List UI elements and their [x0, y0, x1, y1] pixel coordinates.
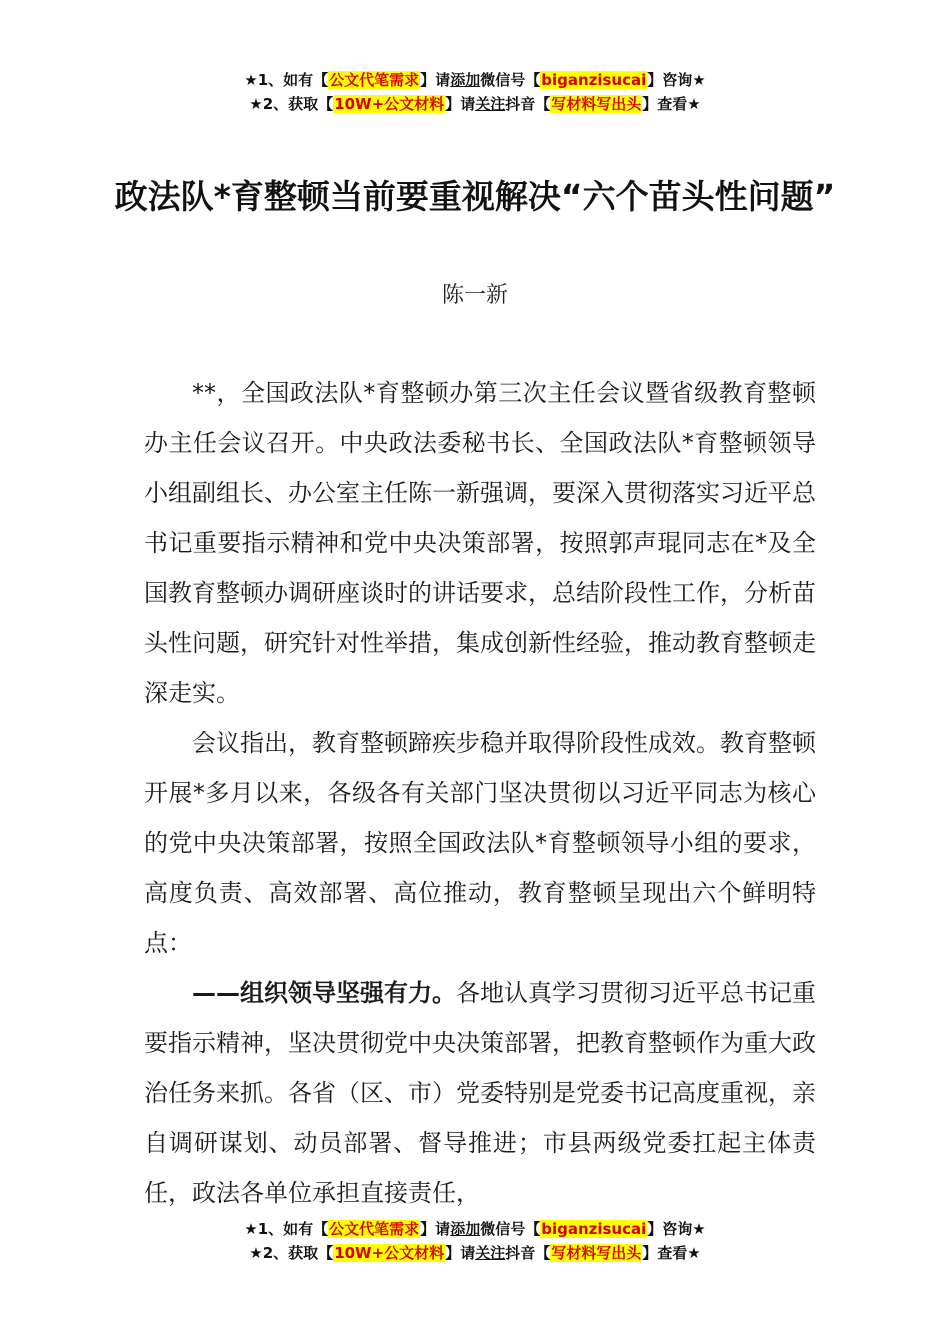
banner-text: 】请 — [445, 1244, 476, 1262]
banner-highlight: 10W+公文材料 — [334, 1244, 445, 1262]
paragraph-1: **，全国政法队*育整顿办第三次主任会议暨省级教育整顿办主任会议召开。中央政法委秘书长、全国政法队*育整顿领导小组副组长、办公室主任陈一新强调，要深入贯彻落实习近平总书记重要指示精神和党中央决策部署，按照郭声琨同志在*及全国教育整顿办调研座谈时的讲话要求，总结阶段性工作，分析苗头性问题，研究针对性举措，集成创新性经验，推动教育整顿走深走实。 — [144, 379, 816, 707]
banner-text: 】咨询★ — [647, 1220, 706, 1238]
banner-text: 】请 — [445, 95, 476, 113]
banner-highlight: 公文代笔需求 — [329, 71, 420, 89]
banner-underline: 添加 — [450, 1220, 481, 1238]
banner-text: ★1、如有【 — [244, 1220, 329, 1238]
banner-underline: 关注 — [475, 95, 506, 113]
banner-text: ★1、如有【 — [244, 71, 329, 89]
banner-text: 】请 — [420, 1220, 451, 1238]
footer-banner — [0, 1217, 950, 1265]
banner-highlight: 写材料写出头 — [551, 95, 642, 113]
paragraph-2: 会议指出，教育整顿蹄疾步稳并取得阶段性成效。教育整顿开展*多月以来，各级各有关部门坚决贯彻以习近平同志为核心的党中央决策部署，按照全国政法队*育整顿领导小组的要求，高度负责、高效部署、高位推动，教育整顿呈现出六个鲜明特点： — [144, 729, 816, 957]
banner-text: 】查看★ — [642, 95, 701, 113]
banner-text: ★2、获取【 — [249, 1244, 334, 1262]
banner-text: 】查看★ — [642, 1244, 701, 1262]
banner-highlight: 公文代笔需求 — [329, 1220, 420, 1238]
banner-line-1 — [0, 1217, 950, 1241]
banner-highlight: 写材料写出头 — [551, 1244, 642, 1262]
banner-line-2 — [0, 92, 950, 116]
banner-text: 抖音【 — [505, 95, 551, 113]
banner-highlight: 10W+公文材料 — [334, 95, 445, 113]
paragraph-text: 各地认真学习贯彻习近平总书记重要指示精神，坚决贯彻党中央决策部署，把教育整顿作为重大政治任务来抓。各省（区、市）党委特别是党委书记高度重视，亲自调研谋划、动员部署、督导推进；市县两级党委扛起主体责任，政法各单位承担直接责任， — [144, 979, 816, 1207]
paragraph-3 — [144, 968, 816, 1218]
banner-underline: 关注 — [475, 1244, 506, 1262]
document-body — [144, 368, 816, 1218]
document-author: 陈一新 — [441, 283, 508, 308]
header-banner — [0, 68, 950, 116]
document-title: 政法队*育整顿当前要重视解决“六个苗头性问题” — [114, 177, 836, 216]
banner-underline: 添加 — [450, 71, 481, 89]
banner-text: 抖音【 — [505, 1244, 551, 1262]
banner-text: 微信号【 — [480, 1220, 541, 1238]
banner-line-2 — [0, 1241, 950, 1265]
banner-text: ★2、获取【 — [249, 95, 334, 113]
banner-text: 微信号【 — [480, 71, 541, 89]
banner-line-1 — [0, 68, 950, 92]
banner-text: 】请 — [420, 71, 451, 89]
banner-highlight: biganzisucai — [541, 1220, 647, 1238]
paragraph-lead: ——组织领导坚强有力。 — [192, 979, 456, 1007]
banner-text: 】咨询★ — [647, 71, 706, 89]
banner-highlight: biganzisucai — [541, 71, 647, 89]
